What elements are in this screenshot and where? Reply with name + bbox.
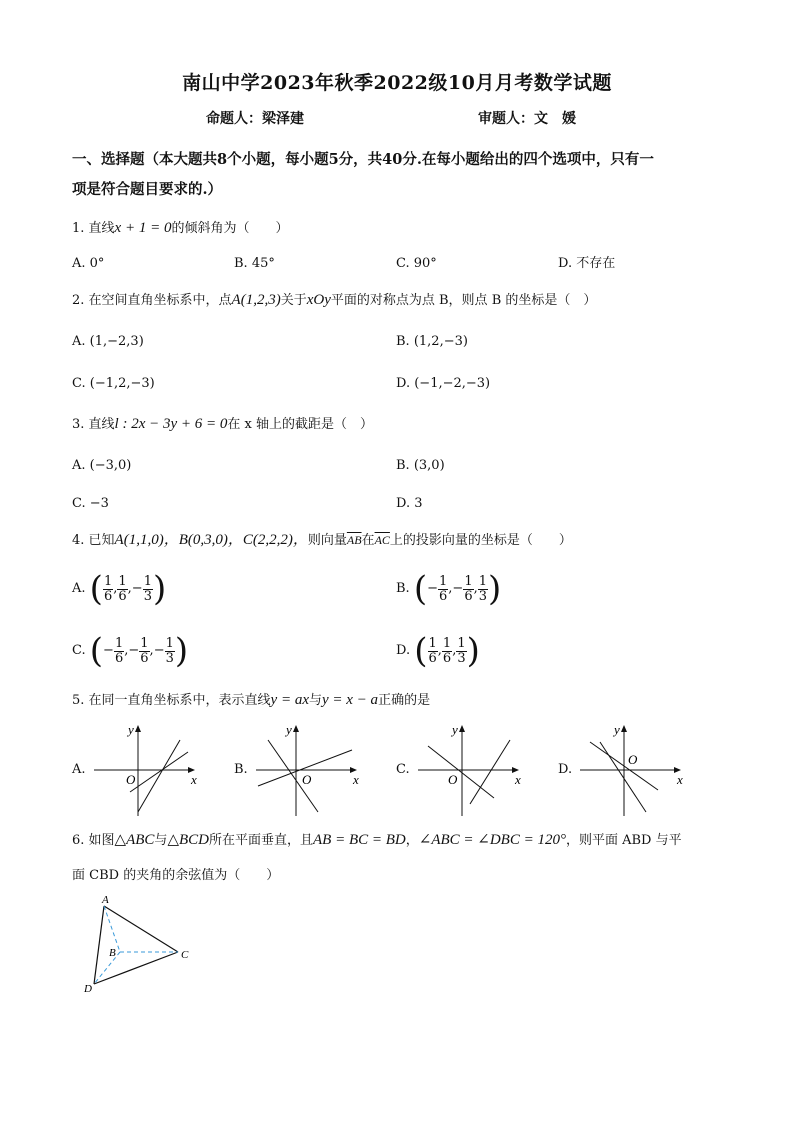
q6-figure	[76, 892, 206, 1002]
q5-graph-d[interactable]	[576, 720, 688, 820]
q4-point-a: A(1,1,0)，	[114, 532, 179, 548]
q6-post: ，则平面 ABD 与平	[565, 833, 682, 848]
q4-option-b-label: B.	[396, 581, 410, 596]
q1-option-c[interactable]: C. 90°	[396, 256, 437, 271]
q4d-frac2: $\frac{1}{6}$	[442, 635, 452, 666]
q5a-x-label: x	[191, 772, 197, 787]
section1-heading-line1: 一、选择题（本大题共8个小题，每小题5分，共40分.在每小题给出的四个选项中，只有一	[72, 151, 654, 168]
q4-option-c-label: C.	[72, 643, 86, 658]
q4b-frac3: $\frac{1}{3}$	[478, 573, 488, 604]
question-5	[72, 690, 732, 711]
q4a-frac2: $\frac{1}{6}$	[118, 573, 127, 604]
q5-graph-b[interactable]	[252, 720, 364, 820]
q6-mid: 所在平面垂直，且	[208, 833, 313, 848]
q5a-y-label: y	[128, 722, 134, 737]
q2-plane: xOy	[306, 292, 331, 308]
section1-heading-line2: 项是符合题目要求的.）	[72, 181, 223, 198]
question-6-line1	[72, 830, 732, 851]
q4-mid: 则向量	[307, 533, 347, 548]
q5-option-d[interactable]: D.	[558, 762, 573, 777]
q1-option-b[interactable]: B. 45°	[234, 256, 275, 271]
q4-option-d-label: D.	[396, 643, 411, 658]
q2-pre: 2. 在空间直角坐标系中，点	[72, 293, 232, 308]
q2-option-a[interactable]: A. (1,−2,3)	[72, 334, 144, 349]
q5d-x-label: x	[677, 772, 683, 787]
q1-option-a[interactable]: A. 0°	[72, 256, 105, 271]
question-6-line2: 面 CBD 的夹角的余弦值为（ ）	[72, 868, 280, 883]
q4a-frac1: $\frac{1}{6}$	[103, 573, 113, 604]
q4b-frac2: $\frac{1}{6}$	[464, 573, 473, 604]
q4-mid2: 在	[361, 533, 375, 548]
q6-comma: ，	[405, 833, 419, 848]
q3-option-c[interactable]: C. −3	[72, 496, 109, 511]
q2-option-b[interactable]: B. (1,2,−3)	[396, 334, 468, 349]
q3-math: l : 2x − 3y + 6 = 0	[114, 416, 228, 432]
q4-post: 上的投影向量的坐标是（ ）	[389, 533, 572, 548]
q3-option-a[interactable]: A. (−3,0)	[72, 458, 132, 473]
q6-label-d: D	[84, 983, 92, 995]
q4-pre: 4. 已知	[72, 533, 115, 548]
q5d-origin-label: O	[628, 752, 638, 767]
q4b-frac1: $\frac{1}{6}$	[439, 573, 448, 604]
q6-tri1: △ABC	[114, 832, 155, 848]
q4-option-a[interactable]: A. ( $\frac{1}{6}$ , $\frac{1}{6}$ , − $\frac{1}{3}$ )	[72, 569, 167, 609]
q5-option-a[interactable]: A.	[72, 762, 86, 777]
setter-label: 命题人：梁泽建	[206, 111, 304, 127]
question-3	[72, 414, 732, 435]
q5c-origin-label: O	[448, 772, 458, 787]
q4-option-d[interactable]: D. ( $\frac{1}{6}$ , $\frac{1}{6}$ , $\frac{1}{3}$ )	[396, 631, 480, 671]
q4d-frac1: $\frac{1}{6}$	[428, 635, 437, 666]
q5c-x-label: x	[515, 772, 521, 787]
q5-mid: 与	[308, 693, 322, 708]
q5-option-c[interactable]: C.	[396, 762, 410, 777]
q4a-frac3: $\frac{1}{3}$	[143, 573, 152, 604]
q4-vector-ac: $\overline{AC}$	[374, 533, 390, 547]
q1-pre: 1. 直线	[72, 221, 115, 236]
q2-mid: 关于	[280, 293, 307, 308]
q4-option-b[interactable]: B. ( − $\frac{1}{6}$ , − $\frac{1}{6}$ , $\frac{1}{3}$ )	[396, 569, 502, 609]
q2-option-c[interactable]: C. (−1,2,−3)	[72, 376, 155, 391]
q1-option-d[interactable]: D. 不存在	[558, 256, 616, 271]
q6-label-b: B	[109, 947, 116, 959]
q4c-frac1: $\frac{1}{6}$	[114, 635, 124, 666]
q5-option-b[interactable]: B.	[234, 762, 248, 777]
q6-eq1: AB = BC = BD	[313, 832, 406, 848]
q5a-origin-label: O	[126, 772, 136, 787]
q5c-y-label: y	[452, 722, 458, 737]
q3-post: 在 x 轴上的截距是（ ）	[227, 417, 374, 432]
q5-math1: y = ax	[270, 692, 309, 708]
question-2	[72, 290, 732, 311]
q5-graph-c[interactable]	[414, 720, 526, 820]
q4-point-b: B(0,3,0)，	[178, 532, 243, 548]
q5-post: 正确的是	[378, 693, 431, 708]
q3-pre: 3. 直线	[72, 417, 115, 432]
q4c-frac3: $\frac{1}{3}$	[165, 635, 174, 666]
q5-graph-a[interactable]	[90, 720, 202, 820]
q5-math2: y = x − a	[322, 692, 379, 708]
q5b-y-label: y	[286, 722, 292, 737]
q1-post: 的倾斜角为（ ）	[171, 221, 289, 236]
question-4	[72, 530, 732, 551]
question-1	[72, 218, 732, 239]
q1-math: x + 1 = 0	[114, 220, 172, 236]
q4-vector-ab: $\overline{AB}$	[346, 533, 362, 547]
q4-point-c: C(2,2,2)，	[242, 532, 308, 548]
q6-tri2: △BCD	[167, 832, 209, 848]
q5b-x-label: x	[353, 772, 359, 787]
q4-option-a-label: A.	[72, 581, 86, 596]
q6-and: 与	[154, 833, 168, 848]
q6-label-a: A	[102, 894, 109, 906]
q3-option-d[interactable]: D. 3	[396, 496, 423, 511]
q2-option-d[interactable]: D. (−1,−2,−3)	[396, 376, 491, 391]
q5d-y-label: y	[614, 722, 620, 737]
reviewer-label: 审题人：文 媛	[478, 111, 576, 127]
q6-eq2: ∠ABC = ∠DBC = 120°	[418, 832, 566, 848]
q5-pre: 5. 在同一直角坐标系中，表示直线	[72, 693, 271, 708]
q6-label-c: C	[181, 949, 189, 961]
q3-option-b[interactable]: B. (3,0)	[396, 458, 445, 473]
q4-option-c[interactable]: C. ( − $\frac{1}{6}$ , − $\frac{1}{6}$ , − $\frac{1}{3}$ )	[72, 631, 189, 671]
q5b-origin-label: O	[302, 772, 312, 787]
q6-pre: 6. 如图	[72, 833, 115, 848]
q4d-frac3: $\frac{1}{3}$	[457, 635, 466, 666]
q4c-frac2: $\frac{1}{6}$	[140, 635, 149, 666]
exam-title: 南山中学2023年秋季2022级10月月考数学试题	[182, 72, 612, 94]
q2-post: 平面的对称点为点 B，则点 B 的坐标是（ ）	[330, 293, 597, 308]
q2-math: A(1,2,3)	[231, 292, 281, 308]
